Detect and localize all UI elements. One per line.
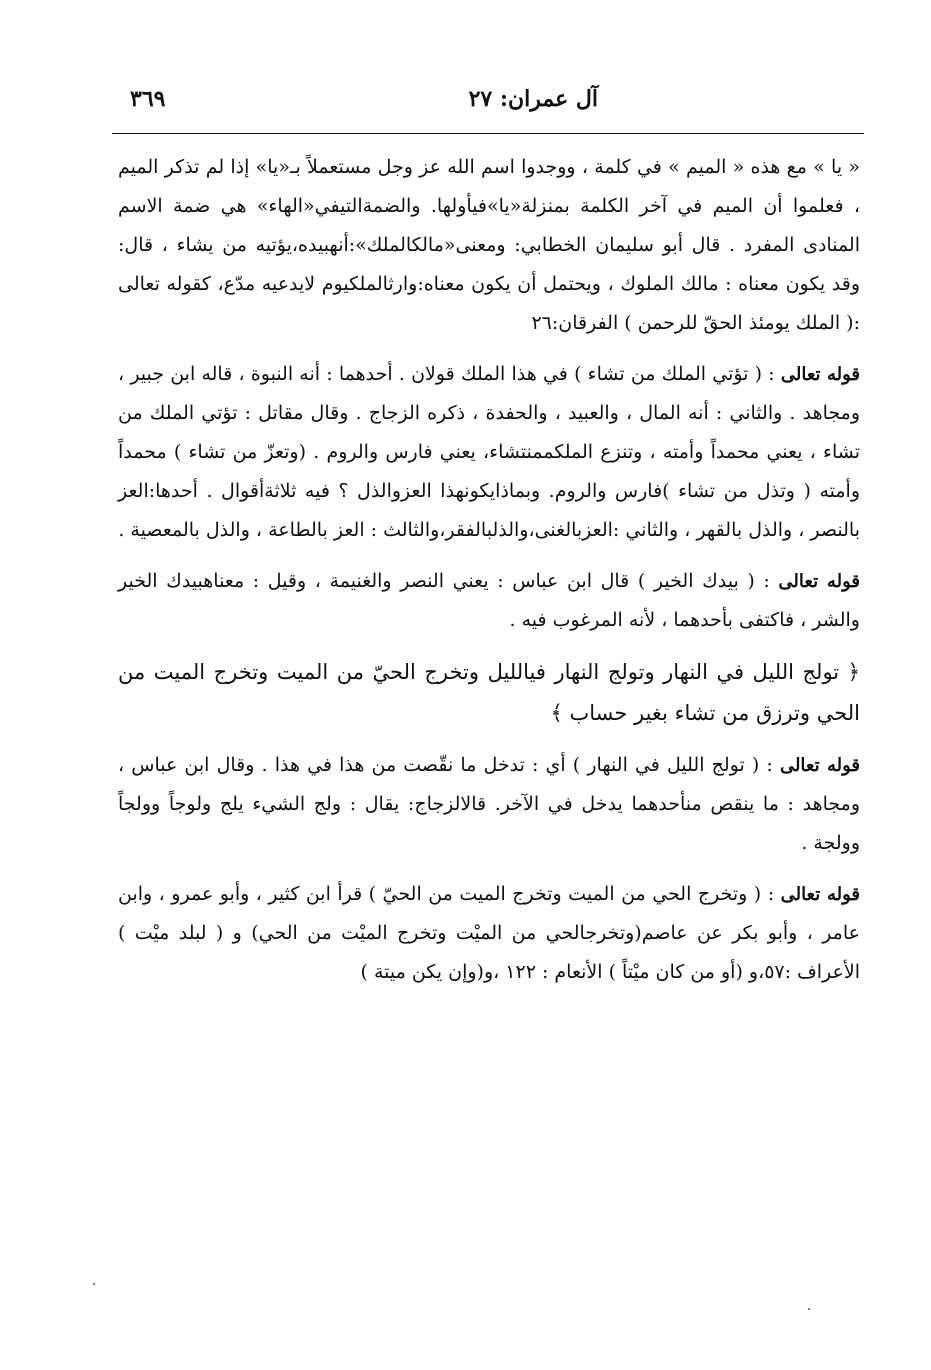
paragraph-text: : ( وتخرج الحي من الميت وتخرج الميت من الحيّ ) قرأ ابن كثير ، وأبو عمرو ، وابن عامر ، وأبو بكر عن عاصم(وتخرجالحي من الميْت وتخرج الميْت من الحي) و ( لبلد ميْت ) الأعراف :٥٧،و (أو من كان ميْتاً ) الأنعام : ١٢٢ ،و(وإن يكن ميتة ) bbox=[118, 883, 860, 983]
page-header bbox=[108, 86, 868, 126]
page-number: ٣٦٩ bbox=[130, 86, 166, 112]
paragraph-lead: قوله تعالى bbox=[780, 364, 860, 385]
paragraph-lead: قوله تعالى bbox=[778, 571, 860, 592]
paragraph bbox=[118, 562, 860, 640]
paragraph-lead: قوله تعالى bbox=[779, 755, 860, 776]
header-rule bbox=[112, 133, 864, 134]
paragraph bbox=[118, 746, 860, 863]
paragraph-text: « يا » مع هذه « الميم » في كلمة ، ووجدوا اسم الله عز وجل مستعملاً بـ«يا» إذا لم تذكر الميم ، فعلموا أن الميم في آخر الكلمة بمنزلة«يا»فيأولها. والضمةالتيفي«الهاء» هي ضمة الاسم المنادى المفرد . قال أبو سليمان الخطابي: ومعنى«مالكالملك»:أنهبيده،يؤتيه من يشاء ، قال: وقد يكون معناه : مالك الملوك ، ويحتمل أن يكون معناه:وارثالملكيوم لايدعيه مدّع، كقوله تعالى :( الملك يومئذ الحقّ للرحمن ) الفرقان:٢٦ bbox=[118, 156, 860, 334]
scan-speck bbox=[93, 1283, 95, 1285]
paragraph-text: : ( بيدك الخير ) قال ابن عباس : يعني النصر والغنيمة ، وقيل : معناهبيدك الخير والشر ، فاكتفى بأحدهما ، لأنه المرغوب فيه . bbox=[118, 570, 860, 631]
paragraph-text: : ( تولج الليل في النهار ) أي : تدخل ما نقّصت من هذا في هذا . وقال ابن عباس ، ومجاهد : ما ينقص منأحدهما يدخل في الآخر. قالالزجاج: يقال : ولج الشيء يلج ولوجاً وولجاً وولجة . bbox=[118, 754, 860, 854]
paragraph-lead: قوله تعالى bbox=[780, 884, 860, 905]
scan-speck bbox=[808, 1308, 810, 1310]
paragraph bbox=[118, 355, 860, 550]
verse-text: ﴿ تولج الليل في النهار وتولج النهار فيالليل وتخرج الحيّ من الميت وتخرج الميت من الحي وترزق من تشاء بغير حساب ﴾ bbox=[118, 660, 860, 725]
quranic-verse bbox=[118, 652, 860, 734]
paragraph bbox=[118, 875, 860, 992]
running-title: آل عمران: ٢٧ bbox=[468, 86, 598, 112]
paragraph-text: : ( تؤتي الملك من تشاء ) في هذا الملك قولان . أحدهما : أنه النبوة ، قاله ابن جبير ، ومجاهد . والثاني : أنه المال ، والعبيد ، والحفدة ، ذكره الزجاج . وقال مقاتل : تؤتي الملك من تشاء ، يعني محمداً وأمته ، وتنزع الملكممنتشاء، يعني فارس والروم . (وتعزّ من تشاء ) محمداً وأمته ( وتذل من تشاء )فارس والروم. وبماذايكونهذا العزوالذل ؟ فيه ثلاثةأقوال . أحدها:العز بالنصر ، والذل بالقهر ، والثاني :العزبالغنى،والذلبالفقر،والثالث : العز بالطاعة ، والذل بالمعصية . bbox=[118, 363, 860, 541]
paragraph bbox=[118, 148, 860, 343]
page-body bbox=[118, 148, 860, 1004]
